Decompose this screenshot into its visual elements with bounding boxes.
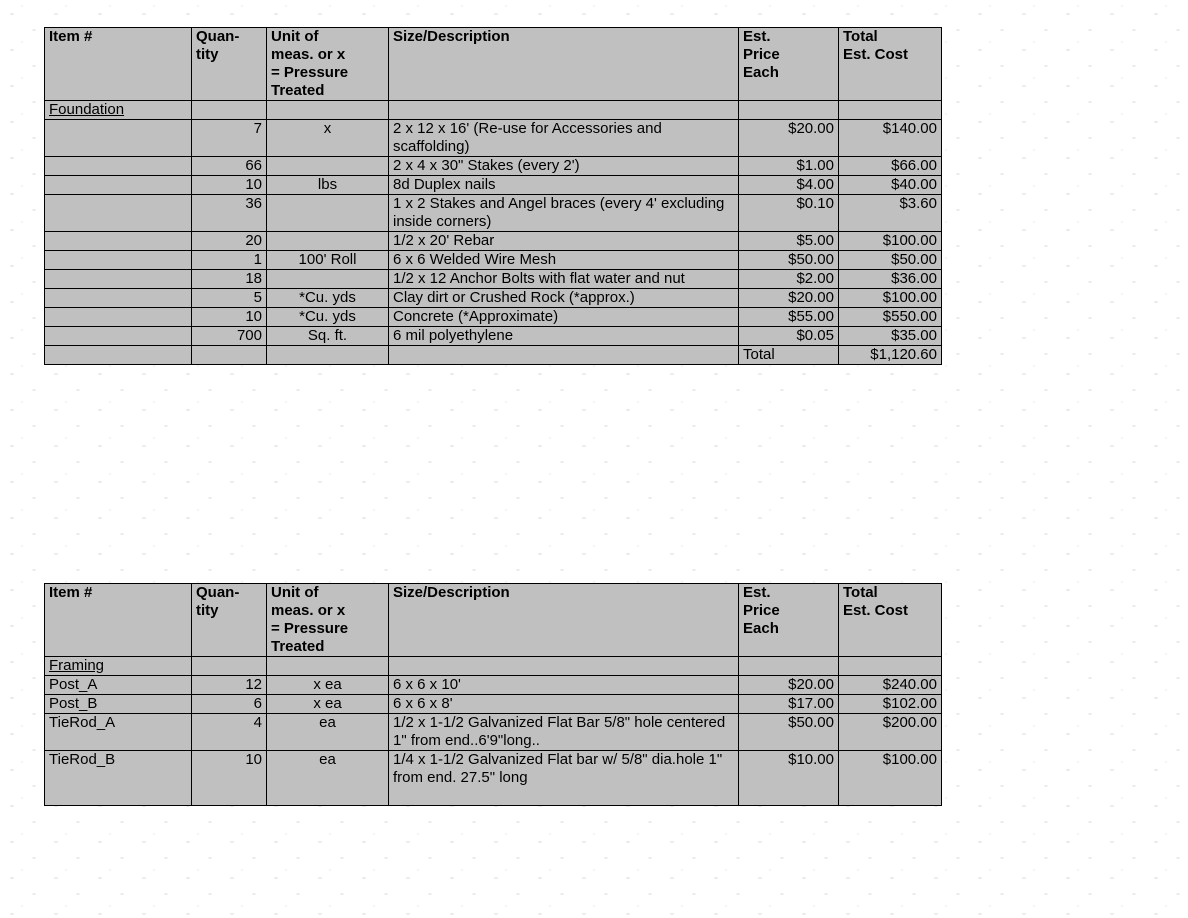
quantity-cell: 20 (192, 232, 267, 251)
item-cell: Post_A (45, 676, 192, 695)
header-quantity: Quan- tity (192, 28, 267, 101)
table-row (45, 232, 942, 251)
description-cell: 1/2 x 12 Anchor Bolts with flat water and nut (389, 270, 739, 289)
quantity-cell: 7 (192, 120, 267, 157)
section-title: Framing (45, 657, 192, 676)
price-cell: $10.00 (739, 751, 839, 806)
unit-cell: x (267, 120, 389, 157)
item-cell (45, 195, 192, 232)
description-cell: 1 x 2 Stakes and Angel braces (every 4' excluding inside corners) (389, 195, 739, 232)
price-cell: $20.00 (739, 289, 839, 308)
quantity-cell: 10 (192, 751, 267, 806)
item-cell (45, 251, 192, 270)
total-cell: $66.00 (839, 157, 942, 176)
header-item: Item # (45, 584, 192, 657)
table-row (45, 195, 942, 232)
quantity-cell: 4 (192, 714, 267, 751)
section-row (45, 101, 942, 120)
price-cell: $50.00 (739, 251, 839, 270)
total-cell: $240.00 (839, 676, 942, 695)
total-cell: $50.00 (839, 251, 942, 270)
grand-total: $1,120.60 (839, 346, 942, 365)
item-cell (45, 270, 192, 289)
table-row (45, 676, 942, 695)
price-cell: $55.00 (739, 308, 839, 327)
header-description: Size/Description (389, 584, 739, 657)
header-total: Total Est. Cost (839, 28, 942, 101)
table-row (45, 289, 942, 308)
header-row (45, 28, 942, 101)
table-row (45, 327, 942, 346)
item-cell (45, 308, 192, 327)
framing-table (44, 583, 942, 806)
price-cell: $0.05 (739, 327, 839, 346)
quantity-cell: 36 (192, 195, 267, 232)
price-cell: $50.00 (739, 714, 839, 751)
header-price: Est. Price Each (739, 28, 839, 101)
price-cell: $5.00 (739, 232, 839, 251)
price-cell: $4.00 (739, 176, 839, 195)
total-cell: $100.00 (839, 751, 942, 806)
total-cell: $40.00 (839, 176, 942, 195)
total-cell: $100.00 (839, 289, 942, 308)
description-cell: 6 x 6 Welded Wire Mesh (389, 251, 739, 270)
total-cell: $550.00 (839, 308, 942, 327)
description-cell: 2 x 4 x 30" Stakes (every 2') (389, 157, 739, 176)
table-row (45, 157, 942, 176)
unit-cell: ea (267, 751, 389, 806)
unit-cell: lbs (267, 176, 389, 195)
quantity-cell: 66 (192, 157, 267, 176)
quantity-cell: 700 (192, 327, 267, 346)
header-price: Est. Price Each (739, 584, 839, 657)
price-cell: $1.00 (739, 157, 839, 176)
item-cell (45, 120, 192, 157)
description-cell: Clay dirt or Crushed Rock (*approx.) (389, 289, 739, 308)
total-cell: $36.00 (839, 270, 942, 289)
header-item: Item # (45, 28, 192, 101)
header-description: Size/Description (389, 28, 739, 101)
price-cell: $0.10 (739, 195, 839, 232)
item-cell (45, 232, 192, 251)
total-cell: $140.00 (839, 120, 942, 157)
unit-cell (267, 270, 389, 289)
table-row (45, 308, 942, 327)
quantity-cell: 10 (192, 176, 267, 195)
description-cell: Concrete (*Approximate) (389, 308, 739, 327)
item-cell (45, 289, 192, 308)
unit-cell: *Cu. yds (267, 308, 389, 327)
table-row (45, 120, 942, 157)
description-cell: 6 x 6 x 10' (389, 676, 739, 695)
table-row (45, 176, 942, 195)
description-cell: 2 x 12 x 16' (Re-use for Accessories and scaffolding) (389, 120, 739, 157)
unit-cell (267, 157, 389, 176)
description-cell: 6 x 6 x 8' (389, 695, 739, 714)
price-cell: $20.00 (739, 120, 839, 157)
table-row (45, 695, 942, 714)
quantity-cell: 5 (192, 289, 267, 308)
description-cell: 1/2 x 1-1/2 Galvanized Flat Bar 5/8" hole centered 1" from end..6'9"long.. (389, 714, 739, 751)
unit-cell: x ea (267, 695, 389, 714)
table-row (45, 751, 942, 806)
table-row (45, 251, 942, 270)
header-row (45, 584, 942, 657)
quantity-cell: 12 (192, 676, 267, 695)
price-cell: $2.00 (739, 270, 839, 289)
quantity-cell: 1 (192, 251, 267, 270)
item-cell (45, 176, 192, 195)
description-cell: 8d Duplex nails (389, 176, 739, 195)
quantity-cell: 10 (192, 308, 267, 327)
header-total: Total Est. Cost (839, 584, 942, 657)
item-cell (45, 157, 192, 176)
table-row (45, 270, 942, 289)
total-label: Total (739, 346, 839, 365)
foundation-table (44, 27, 942, 365)
description-cell: 6 mil polyethylene (389, 327, 739, 346)
price-cell: $20.00 (739, 676, 839, 695)
unit-cell (267, 232, 389, 251)
unit-cell: x ea (267, 676, 389, 695)
table-row (45, 714, 942, 751)
item-cell: TieRod_A (45, 714, 192, 751)
header-unit: Unit of meas. or x = Pressure Treated (267, 28, 389, 101)
unit-cell: Sq. ft. (267, 327, 389, 346)
section-title: Foundation (45, 101, 192, 120)
item-cell (45, 327, 192, 346)
price-cell: $17.00 (739, 695, 839, 714)
total-cell: $102.00 (839, 695, 942, 714)
description-cell: 1/2 x 20' Rebar (389, 232, 739, 251)
total-cell: $3.60 (839, 195, 942, 232)
unit-cell: 100' Roll (267, 251, 389, 270)
header-unit: Unit of meas. or x = Pressure Treated (267, 584, 389, 657)
item-cell: Post_B (45, 695, 192, 714)
section-row (45, 657, 942, 676)
description-cell: 1/4 x 1-1/2 Galvanized Flat bar w/ 5/8" dia.hole 1" from end. 27.5" long (389, 751, 739, 806)
quantity-cell: 18 (192, 270, 267, 289)
unit-cell: ea (267, 714, 389, 751)
total-row (45, 346, 942, 365)
item-cell: TieRod_B (45, 751, 192, 806)
unit-cell (267, 195, 389, 232)
unit-cell: *Cu. yds (267, 289, 389, 308)
total-cell: $200.00 (839, 714, 942, 751)
quantity-cell: 6 (192, 695, 267, 714)
total-cell: $100.00 (839, 232, 942, 251)
header-quantity: Quan- tity (192, 584, 267, 657)
total-cell: $35.00 (839, 327, 942, 346)
